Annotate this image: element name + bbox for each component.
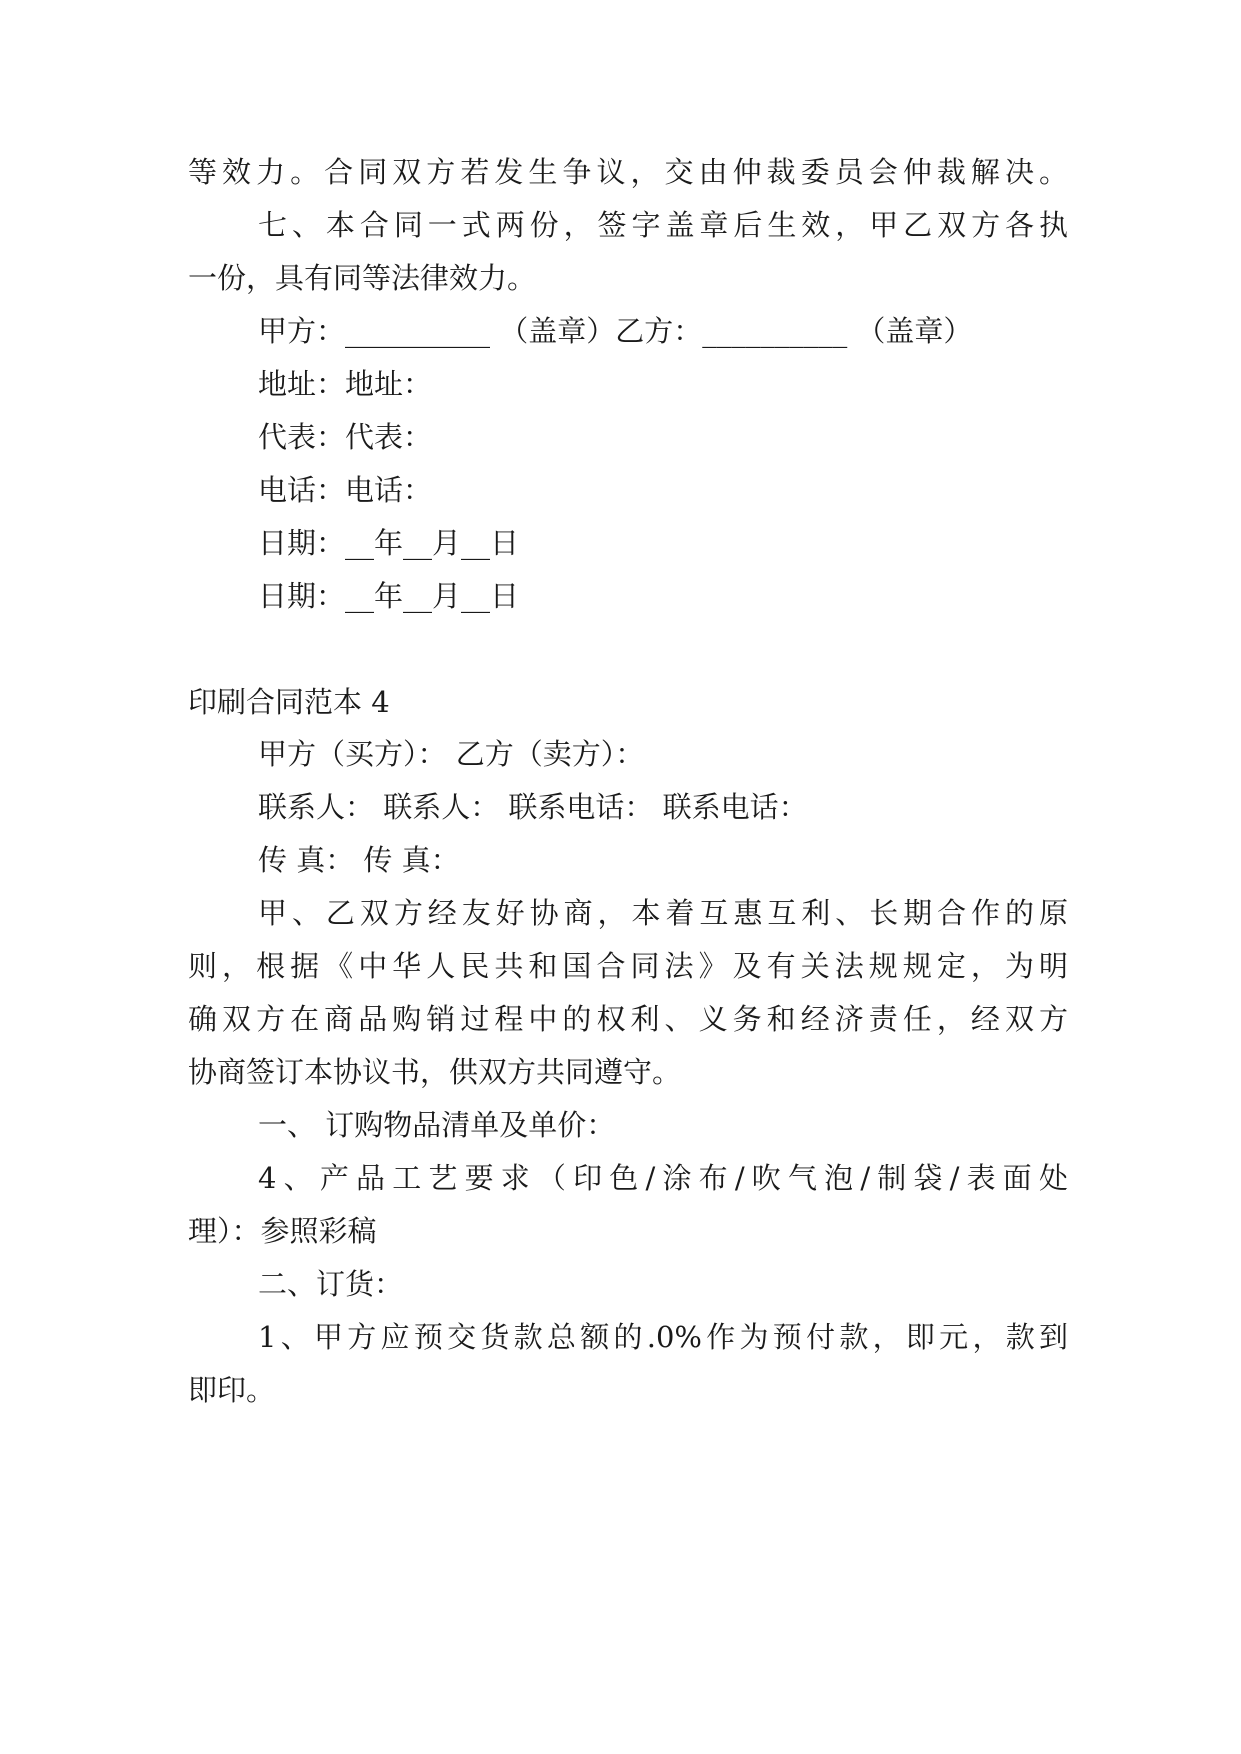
clause-one-heading: 一、 订购物品清单及单价： xyxy=(258,1108,616,1142)
paragraph-line: 理）：参照彩稿 xyxy=(188,1214,377,1248)
section-heading: 印刷合同范本 4 xyxy=(188,685,390,719)
buyer-seller-line: 甲方（买方）： 乙方（卖方）： xyxy=(258,737,645,771)
date-line: 日期：__年__月__日 xyxy=(258,526,520,560)
clause-two-heading: 二、订货： xyxy=(258,1267,404,1301)
paragraph-line: 等效力。合同双方若发生争议，交由仲裁委员会仲裁解决。 xyxy=(188,155,1068,189)
address-line: 地址：地址： xyxy=(258,367,433,401)
date-line: 日期：__年__月__日 xyxy=(258,579,520,613)
paragraph-line: 则，根据《中华人民共和国合同法》及有关法规规定，为明 xyxy=(188,949,1068,983)
contact-line: 联系人： 联系人： 联系电话： 联系电话： xyxy=(258,790,808,824)
paragraph-line: 1、甲方应预交货款总额的.0%作为预付款，即元，款到 xyxy=(258,1320,1068,1354)
representative-line: 代表：代表： xyxy=(258,420,433,454)
paragraph-line: 确双方在商品购销过程中的权利、义务和经济责任，经双方 xyxy=(188,1002,1068,1036)
paragraph-line: 一份，具有同等法律效力。 xyxy=(188,261,537,295)
phone-line: 电话：电话： xyxy=(258,473,433,507)
paragraph-line: 甲、乙双方经友好协商，本着互惠互利、长期合作的原 xyxy=(258,896,1068,930)
paragraph-line: 即印。 xyxy=(188,1373,276,1407)
clause-seven-line: 七、本合同一式两份，签字盖章后生效，甲乙双方各执 xyxy=(258,208,1068,242)
party-seal-line: 甲方：__________ （盖章）乙方：__________ （盖章） xyxy=(258,314,973,348)
paragraph-line: 协商签订本协议书，供双方共同遵守。 xyxy=(188,1055,682,1089)
fax-line: 传 真： 传 真： xyxy=(258,843,460,877)
paragraph-line: 4、产品工艺要求（印色/涂布/吹气泡/制袋/表面处 xyxy=(258,1161,1068,1195)
